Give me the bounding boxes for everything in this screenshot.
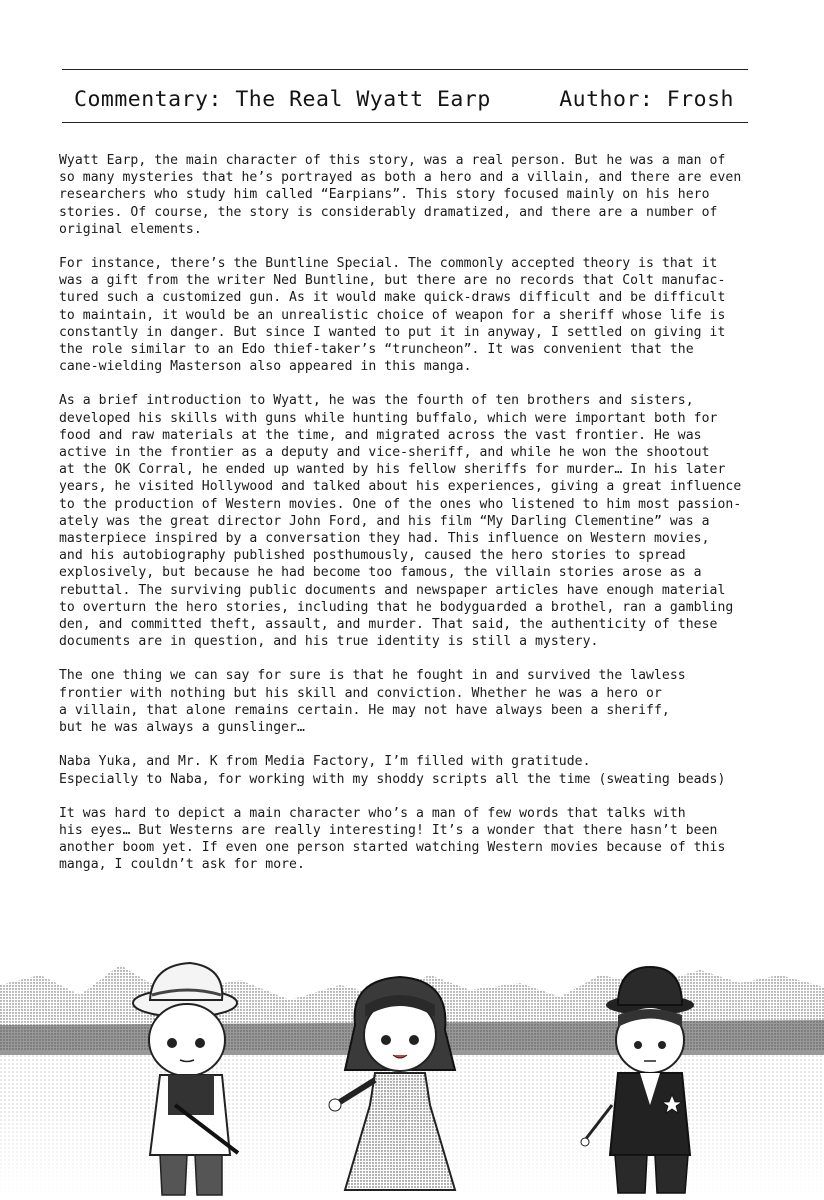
commentary-header <box>74 82 734 116</box>
paragraph-biography: As a brief introduction to Wyatt, he was the fourth of ten brothers and sisters, developed his skills with guns while hunting buffalo, which were important both for food and raw materials at the time, and migrated across the vast frontier. He was active in the frontier as a deputy and vice-sheriff, and while he won the shootout at the OK Corral, he ended up wanted by his fellow sheriffs for murder… In his later years, he visited Hollywood and talked about his experiences, giving a great influence to the production of Western movies. One of the ones who listened to him most passion- ately was the great director John Ford, and his film “My Darling Clementine” was a masterpiece inspired by a conversation they had. This influence on Western movies, and his autobiography published posthumously, caused the hero stories to spread explosively, but because he had become too famous, the villain stories arose as a rebuttal. The surviving public documents and newspaper articles have enough material to overturn the hero stories, including that he bodyguarded a brothel, ran a gambling den, and committed theft, assault, and murder. That said, the authenticity of these documents are in question, and his true identity is still a mystery. <box>59 393 742 650</box>
paragraph-gunslinger: The one thing we can say for sure is that he fought in and survived the lawless frontier with nothing but his skill and conviction. Whether he was a hero or a villain, that alone remains certain. He may not have always been a sheriff, but he was always a gunslinger… <box>59 668 686 736</box>
author-credit: Author: Frosh <box>559 86 734 112</box>
paragraph-thanks: Naba Yuka, and Mr. K from Media Factory, I’m filled with gratitude. Especially to Naba, for working with my shoddy scripts all the time (sweating beads) <box>59 754 726 787</box>
header-rule-top <box>62 69 748 70</box>
paragraph-buntline: For instance, there’s the Buntline Special. The commonly accepted theory is that it was a gift from the writer Ned Buntline, but there are no records that Colt manufac- tured such a customized gun. As it would make quick-draws difficult and be difficult to maintain, it would be an unrealistic choice of weapon for a sheriff whose life is constantly in danger. But since I wanted to put it in anyway, I settled on giving it the role similar to an Edo thief-taker’s “truncheon”. It was convenient that the cane-wielding Masterson also appeared in this manga. <box>59 256 726 375</box>
commentary-body <box>59 152 799 891</box>
chibi-western-illustration <box>0 955 824 1200</box>
paragraph-intro: Wyatt Earp, the main character of this story, was a real person. But he was a man of so many mysteries that he’s portrayed as both a hero and a villain, and there are even researchers who study him called “Earpians”. This story focused mainly on his hero stories. Of course, the story is considerably dramatized, and there are a number of original elements. <box>59 153 742 237</box>
page-title: Commentary: The Real Wyatt Earp <box>74 86 491 112</box>
header-rule-bottom <box>62 122 748 123</box>
paragraph-closing: It was hard to depict a main character who’s a man of few words that talks with his eyes… But Westerns are really interesting! It’s a wonder that there hasn’t been another boom yet. If even one person started watching Western movies because of this manga, I couldn’t ask for more. <box>59 805 726 873</box>
